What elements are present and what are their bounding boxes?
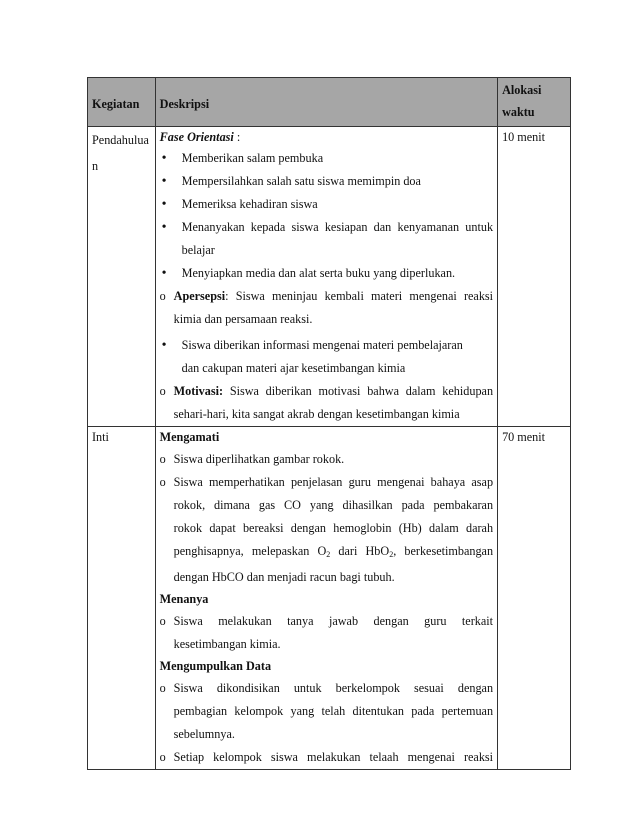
motivasi-item bbox=[160, 380, 493, 403]
list-item: o Siswa melakukan tanya jawab dengan guru terkait bbox=[160, 610, 493, 633]
list-item: o Setiap kelompok siswa melakukan telaah mengenai reaksi bbox=[160, 746, 493, 769]
lesson-activity-table bbox=[87, 77, 571, 770]
apersepsi-continuation: kimia dan persamaan reaksi. bbox=[173, 312, 313, 326]
list-item: • Mempersilahkan salah satu siswa memimpin doa bbox=[160, 170, 493, 193]
apersepsi-text: : Siswa meninjau kembali materi mengenai reaksi bbox=[225, 289, 494, 303]
mengamati-heading: Mengamati bbox=[159, 430, 220, 444]
table-header-row bbox=[88, 78, 571, 127]
table-row-pendahuluan bbox=[88, 127, 571, 427]
waktu-pendahuluan: 10 menit bbox=[498, 127, 571, 427]
deskripsi-inti bbox=[155, 427, 497, 770]
deskripsi-pendahuluan bbox=[155, 127, 497, 427]
mengumpulkan-data-heading: Mengumpulkan Data bbox=[159, 659, 272, 673]
list-item: • Memberikan salam pembuka bbox=[160, 147, 493, 170]
text-segment: , berkesetimbangan bbox=[393, 544, 494, 558]
kegiatan-pendahuluan-line2: n bbox=[92, 159, 99, 173]
fase-orientasi-colon: : bbox=[233, 130, 241, 144]
header-alokasi-line2: waktu bbox=[502, 105, 535, 119]
apersepsi-item bbox=[160, 285, 493, 308]
list-item-continuation: rokok, dimana gas CO yang dihasilkan pada pembakaran bbox=[173, 498, 494, 512]
header-alokasi-line1: Alokasi bbox=[502, 83, 542, 97]
apersepsi-label: Apersepsi bbox=[173, 289, 226, 303]
text-segment: dari HbO bbox=[330, 544, 390, 558]
text-segment: penghisapnya, melepaskan O bbox=[173, 544, 327, 558]
list-item-continuation: dan cakupan materi ajar kesetimbangan kimia bbox=[181, 361, 406, 375]
header-kegiatan: Kegiatan bbox=[88, 78, 156, 127]
fase-orientasi-label: Fase Orientasi bbox=[159, 130, 234, 144]
list-item: o Siswa diperlihatkan gambar rokok. bbox=[160, 448, 493, 471]
list-item: • Siswa diberikan informasi mengenai materi pembelajaran bbox=[160, 334, 493, 357]
list-item: o Siswa memperhatikan penjelasan guru mengenai bahaya asap bbox=[160, 471, 493, 494]
header-alokasi-waktu bbox=[498, 78, 571, 127]
list-item-continuation: sebelumnya. bbox=[173, 727, 235, 741]
fase-orientasi-heading bbox=[160, 127, 493, 147]
table-row-inti bbox=[88, 427, 571, 770]
subscript: 2 bbox=[326, 550, 331, 559]
waktu-inti: 70 menit bbox=[498, 427, 571, 770]
motivasi-label: Motivasi: bbox=[173, 384, 224, 398]
kegiatan-pendahuluan-line1: Pendahulua bbox=[92, 133, 149, 147]
kegiatan-pendahuluan bbox=[88, 127, 156, 427]
list-item: • Menyiapkan media dan alat serta buku yang diperlukan. bbox=[160, 262, 493, 285]
menanya-heading: Menanya bbox=[159, 592, 209, 606]
subscript: 2 bbox=[389, 550, 394, 559]
list-item: • Menanyakan kepada siswa kesiapan dan kenyamanan untuk bbox=[160, 216, 493, 239]
list-item-continuation: rokok dapat bereaksi dengan hemoglobin (Hb) dalam darah bbox=[173, 521, 494, 535]
motivasi-continuation: sehari-hari, kita sangat akrab dengan kesetimbangan kimia bbox=[173, 407, 460, 421]
list-item-continuation bbox=[160, 540, 493, 566]
list-item-continuation: dengan HbCO dan menjadi racun bagi tubuh. bbox=[173, 570, 395, 584]
list-item: • Memeriksa kehadiran siswa bbox=[160, 193, 493, 216]
list-item-continuation: belajar bbox=[181, 243, 215, 257]
list-item-continuation: pembagian kelompok yang telah ditentukan pada pertemuan bbox=[173, 704, 494, 718]
list-item-continuation: kesetimbangan kimia. bbox=[173, 637, 281, 651]
motivasi-text: Siswa diberikan motivasi bahwa dalam kehidupan bbox=[223, 384, 494, 398]
kegiatan-inti: Inti bbox=[88, 427, 156, 770]
list-item: o Siswa dikondisikan untuk berkelompok sesuai dengan bbox=[160, 677, 493, 700]
header-deskripsi: Deskripsi bbox=[155, 78, 497, 127]
